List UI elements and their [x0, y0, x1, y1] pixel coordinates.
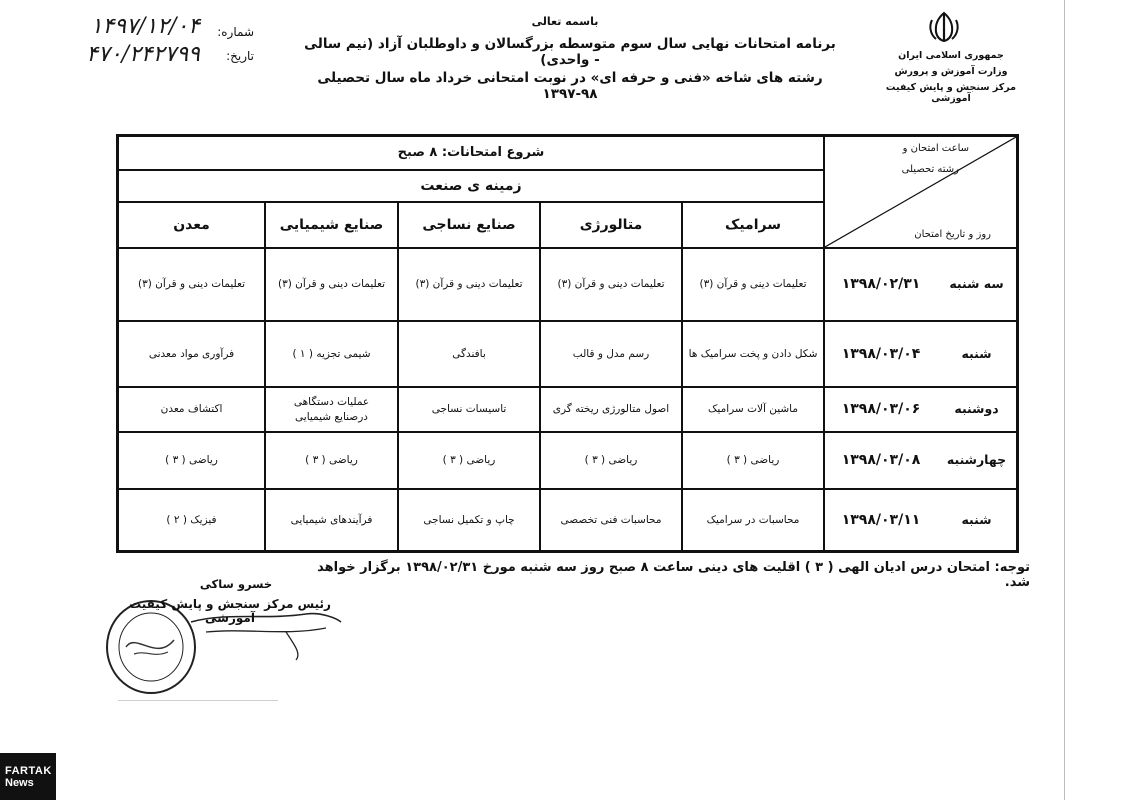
date-label: تاریخ:	[226, 49, 254, 63]
subject-cell: شکل دادن و پخت سرامیک ها	[688, 347, 818, 360]
signer-title: رئیس مرکز سنجش و پایش کیفیت آموزشی	[129, 597, 331, 625]
exam-day: شنبه	[961, 345, 992, 361]
bismillah: باسمه تعالی	[531, 15, 599, 28]
exam-date: ۱۳۹۸/۰۲/۳۱	[841, 276, 921, 293]
subject-cell: محاسبات فنی تخصصی	[560, 513, 662, 526]
column-header: صنایع نساجی	[422, 216, 516, 233]
exam-date: ۱۳۹۸/۰۳/۰۶	[841, 401, 921, 418]
corner-header-top: ساعت امتحان و	[902, 143, 969, 154]
column-header: معدن	[173, 216, 210, 233]
logo-line-1: FARTAK	[5, 764, 52, 777]
subject-cell: تعلیمات دینی و قرآن (۳)	[278, 278, 386, 291]
document-title-fields: رشته های شاخه «فنی و حرفه ای» در نوبت امتحانی خرداد ماه سال تحصیلی ۹۸-۱۳۹۷	[317, 70, 823, 102]
exam-date: ۱۳۹۸/۰۳/۰۴	[841, 345, 921, 362]
table-grid	[119, 137, 1016, 550]
subject-cell: فرآوری مواد معدنی	[148, 347, 235, 360]
field-header: زمینه ی صنعت	[420, 177, 522, 194]
column-header: متالورژی	[579, 216, 643, 233]
subject-cell: تعلیمات دینی و قرآن (۳)	[699, 278, 807, 291]
subject-cell: رسم مدل و قالب	[572, 347, 650, 360]
subject-cell: ریاضی ( ۳ )	[442, 454, 496, 467]
paper-edge	[1064, 0, 1065, 800]
logo-line-2: News	[5, 776, 34, 789]
column-header: صنایع شیمیایی	[279, 216, 384, 233]
footnote: توجه: امتحان درس ادیان الهی ( ۳ ) اقلیت های دینی ساعت ۸ صبح روز سه شنبه مورخ ۱۳۹۸/۰۲/۳۱ برگزار خواهد شد.	[317, 560, 1030, 590]
subject-cell: فرآیندهای شیمیایی	[290, 513, 373, 526]
subject-cell: چاپ و تکمیل نساجی	[423, 513, 515, 526]
subject-cell: عملیات دستگاهی درصنایع شیمیایی	[293, 396, 370, 423]
subject-cell: تعلیمات دینی و قرآن (۳)	[138, 278, 246, 291]
subject-cell: بافندگی	[452, 347, 486, 360]
corner-header-bottom: روز و تاریخ امتحان	[914, 229, 991, 240]
gov-line-2: وزارت آموزش و پرورش	[894, 66, 1008, 77]
subject-cell: تعلیمات دینی و قرآن (۳)	[557, 278, 665, 291]
corner-header-top-2: رشته تحصیلی	[901, 164, 959, 175]
subject-cell: ریاضی ( ۳ )	[726, 454, 780, 467]
subject-cell: شیمی تجزیه ( ۱ )	[292, 347, 371, 360]
subject-cell: اکتشاف معدن	[160, 403, 223, 416]
exam-date: ۱۳۹۸/۰۳/۰۸	[841, 452, 921, 469]
gov-line-3: مرکز سنجش و پایش کیفیت آموزشی	[885, 82, 1017, 104]
subject-cell: محاسبات در سرامیک	[706, 513, 800, 526]
document-title: برنامه امتحانات نهایی سال سوم متوسطه بزرگسالان و داوطلبان آزاد (نیم سالی - واحدی)	[304, 36, 836, 68]
exam-schedule-table	[116, 134, 1019, 553]
subject-cell: اصول متالورژی ریخته گری	[552, 403, 670, 416]
exam-day: شنبه	[961, 511, 992, 527]
start-time-header: شروع امتحانات: ۸ صبح	[397, 145, 545, 161]
subject-cell: ریاضی ( ۳ )	[165, 454, 218, 467]
number-value: ۱۴۹۷/۱۲/۰۴	[90, 14, 200, 39]
exam-day: دوشنبه	[954, 401, 999, 417]
fartak-news-logo	[0, 753, 56, 800]
subject-cell: تعلیمات دینی و قرآن (۳)	[415, 278, 523, 291]
subject-cell: ماشین آلات سرامیک	[708, 403, 798, 416]
date-value: ۴۷۰/۲۴۲۷۹۹	[86, 42, 200, 67]
exam-day: چهارشنبه	[946, 452, 1007, 468]
number-label: شماره:	[217, 25, 254, 39]
subject-cell: تاسیسات نساجی	[431, 403, 507, 416]
exam-day: سه شنبه	[949, 276, 1004, 292]
exam-date: ۱۳۹۸/۰۳/۱۱	[841, 511, 921, 528]
gov-line-1: جمهوری اسلامی ایران	[898, 50, 1004, 61]
signer-name: خسرو ساکی	[199, 577, 273, 591]
subject-cell: فیزیک ( ۲ )	[166, 513, 217, 526]
column-header: سرامیک	[725, 216, 781, 233]
iran-emblem-icon	[924, 10, 964, 44]
subject-cell: ریاضی ( ۳ )	[305, 454, 358, 467]
subject-cell: ریاضی ( ۳ )	[584, 454, 638, 467]
